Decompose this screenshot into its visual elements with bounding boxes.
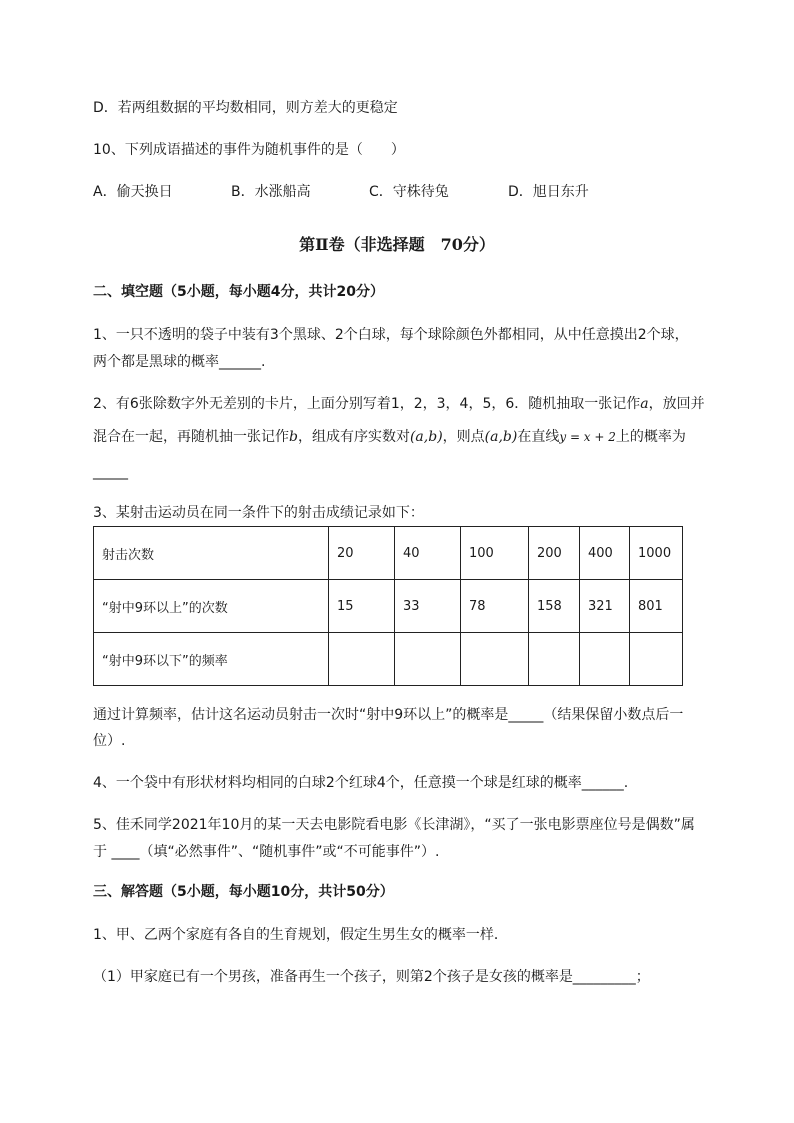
table-cell: 321: [580, 580, 630, 633]
fill-q2-line2: [93, 427, 686, 447]
table-cell: 40: [395, 527, 461, 580]
fill-q4: 4、一个袋中有形状材料均相同的白球2个红球4个，任意摸一个球是红球的概率______.: [93, 775, 629, 791]
fill-q1-line2: 两个都是黑球的概率______.: [93, 354, 266, 370]
table-cell: 1000: [630, 527, 683, 580]
fill-q2-text-c: 混合在一起，再随机抽一张记作: [93, 429, 289, 445]
q10-option-b: B．水涨船高: [231, 184, 311, 200]
fill-q2-line3: _____: [93, 464, 128, 480]
fill-q3-after-line1: 通过计算频率，估计这名运动员射击一次时“射中9环以上”的概率是_____（结果保留小数点后一: [93, 707, 684, 723]
fill-q2-text-f: 在直线: [517, 429, 560, 445]
table-cell: [630, 633, 683, 686]
answer-q1-part1: （1）甲家庭已有一个男孩，准备再生一个孩子，则第2个孩子是女孩的概率是_________；: [93, 969, 650, 985]
table-cell: 射击次数: [94, 527, 329, 580]
table-cell: 20: [329, 527, 395, 580]
fill-q3-after-line2: 位）.: [93, 733, 126, 749]
fill-q2-equation: y = x + 2: [559, 430, 616, 444]
table-cell: 78: [461, 580, 529, 633]
q10-option-a: A．偷天换日: [93, 184, 173, 200]
answer-section-heading: 三、解答题（5小题，每小题10分，共计50分）: [93, 884, 394, 900]
table-cell: 801: [630, 580, 683, 633]
table-cell: 33: [395, 580, 461, 633]
table-row: [94, 633, 683, 686]
answer-q1-stem: 1、甲、乙两个家庭有各自的生育规划，假定生男生女的概率一样．: [93, 927, 508, 943]
shooting-record-table: [93, 526, 683, 686]
table-cell: 100: [461, 527, 529, 580]
q10-option-d: D．旭日东升: [508, 184, 589, 200]
table-cell: 400: [580, 527, 630, 580]
table-cell: [580, 633, 630, 686]
q9-option-d: D．若两组数据的平均数相同，则方差大的更稳定: [93, 100, 398, 116]
part2-title: 第Ⅱ卷（非选择题 70分）: [299, 235, 495, 254]
table-cell: [529, 633, 580, 686]
fill-q2-text-g: 上的概率为: [615, 429, 686, 445]
table-row: [94, 580, 683, 633]
fill-q2-text-b: ，放回并: [648, 396, 705, 412]
fill-q2-text-d: ，组成有序实数对: [297, 429, 410, 445]
fill-q5-line1: 5、佳禾同学2021年10月的某一天去电影院看电影《长津湖》，“买了一张电影票座位号是偶数”属: [93, 817, 695, 833]
fill-q1-line1: 1、一只不透明的袋子中装有3个黑球、2个白球，每个球除颜色外都相同，从中任意摸出2个球，: [93, 327, 689, 343]
table-cell: 200: [529, 527, 580, 580]
fill-q2-text-a: 2、有6张除数字外无差别的卡片，上面分别写着1，2，3，4，5，6．随机抽取一张记作: [93, 396, 641, 412]
fill-q3-stem: 3、某射击运动员在同一条件下的射击成绩记录如下：: [93, 505, 424, 521]
table-row: [94, 527, 683, 580]
table-cell: 158: [529, 580, 580, 633]
table-cell: [395, 633, 461, 686]
fill-q2-var-b: b: [289, 429, 298, 445]
fill-q2-text-e: ，则点: [442, 429, 485, 445]
table-cell: [329, 633, 395, 686]
table-cell: “射中9环以上”的次数: [94, 580, 329, 633]
fill-q2-pair-1: (a,b): [409, 429, 443, 445]
fill-section-heading: 二、填空题（5小题，每小题4分，共计20分）: [93, 284, 384, 300]
fill-q2-var-a: a: [640, 396, 649, 412]
fill-q5-line2: 于 ____（填“必然事件”、“随机事件”或“不可能事件”）.: [93, 844, 440, 860]
q10-stem: 10、下列成语描述的事件为随机事件的是（ ）: [93, 142, 405, 158]
table-cell: “射中9环以下”的频率: [94, 633, 329, 686]
table-cell: [461, 633, 529, 686]
table-cell: 15: [329, 580, 395, 633]
fill-q2-pair-2: (a,b): [484, 429, 518, 445]
q10-option-c: C．守株待兔: [369, 184, 449, 200]
fill-q2-line1: [93, 394, 705, 414]
